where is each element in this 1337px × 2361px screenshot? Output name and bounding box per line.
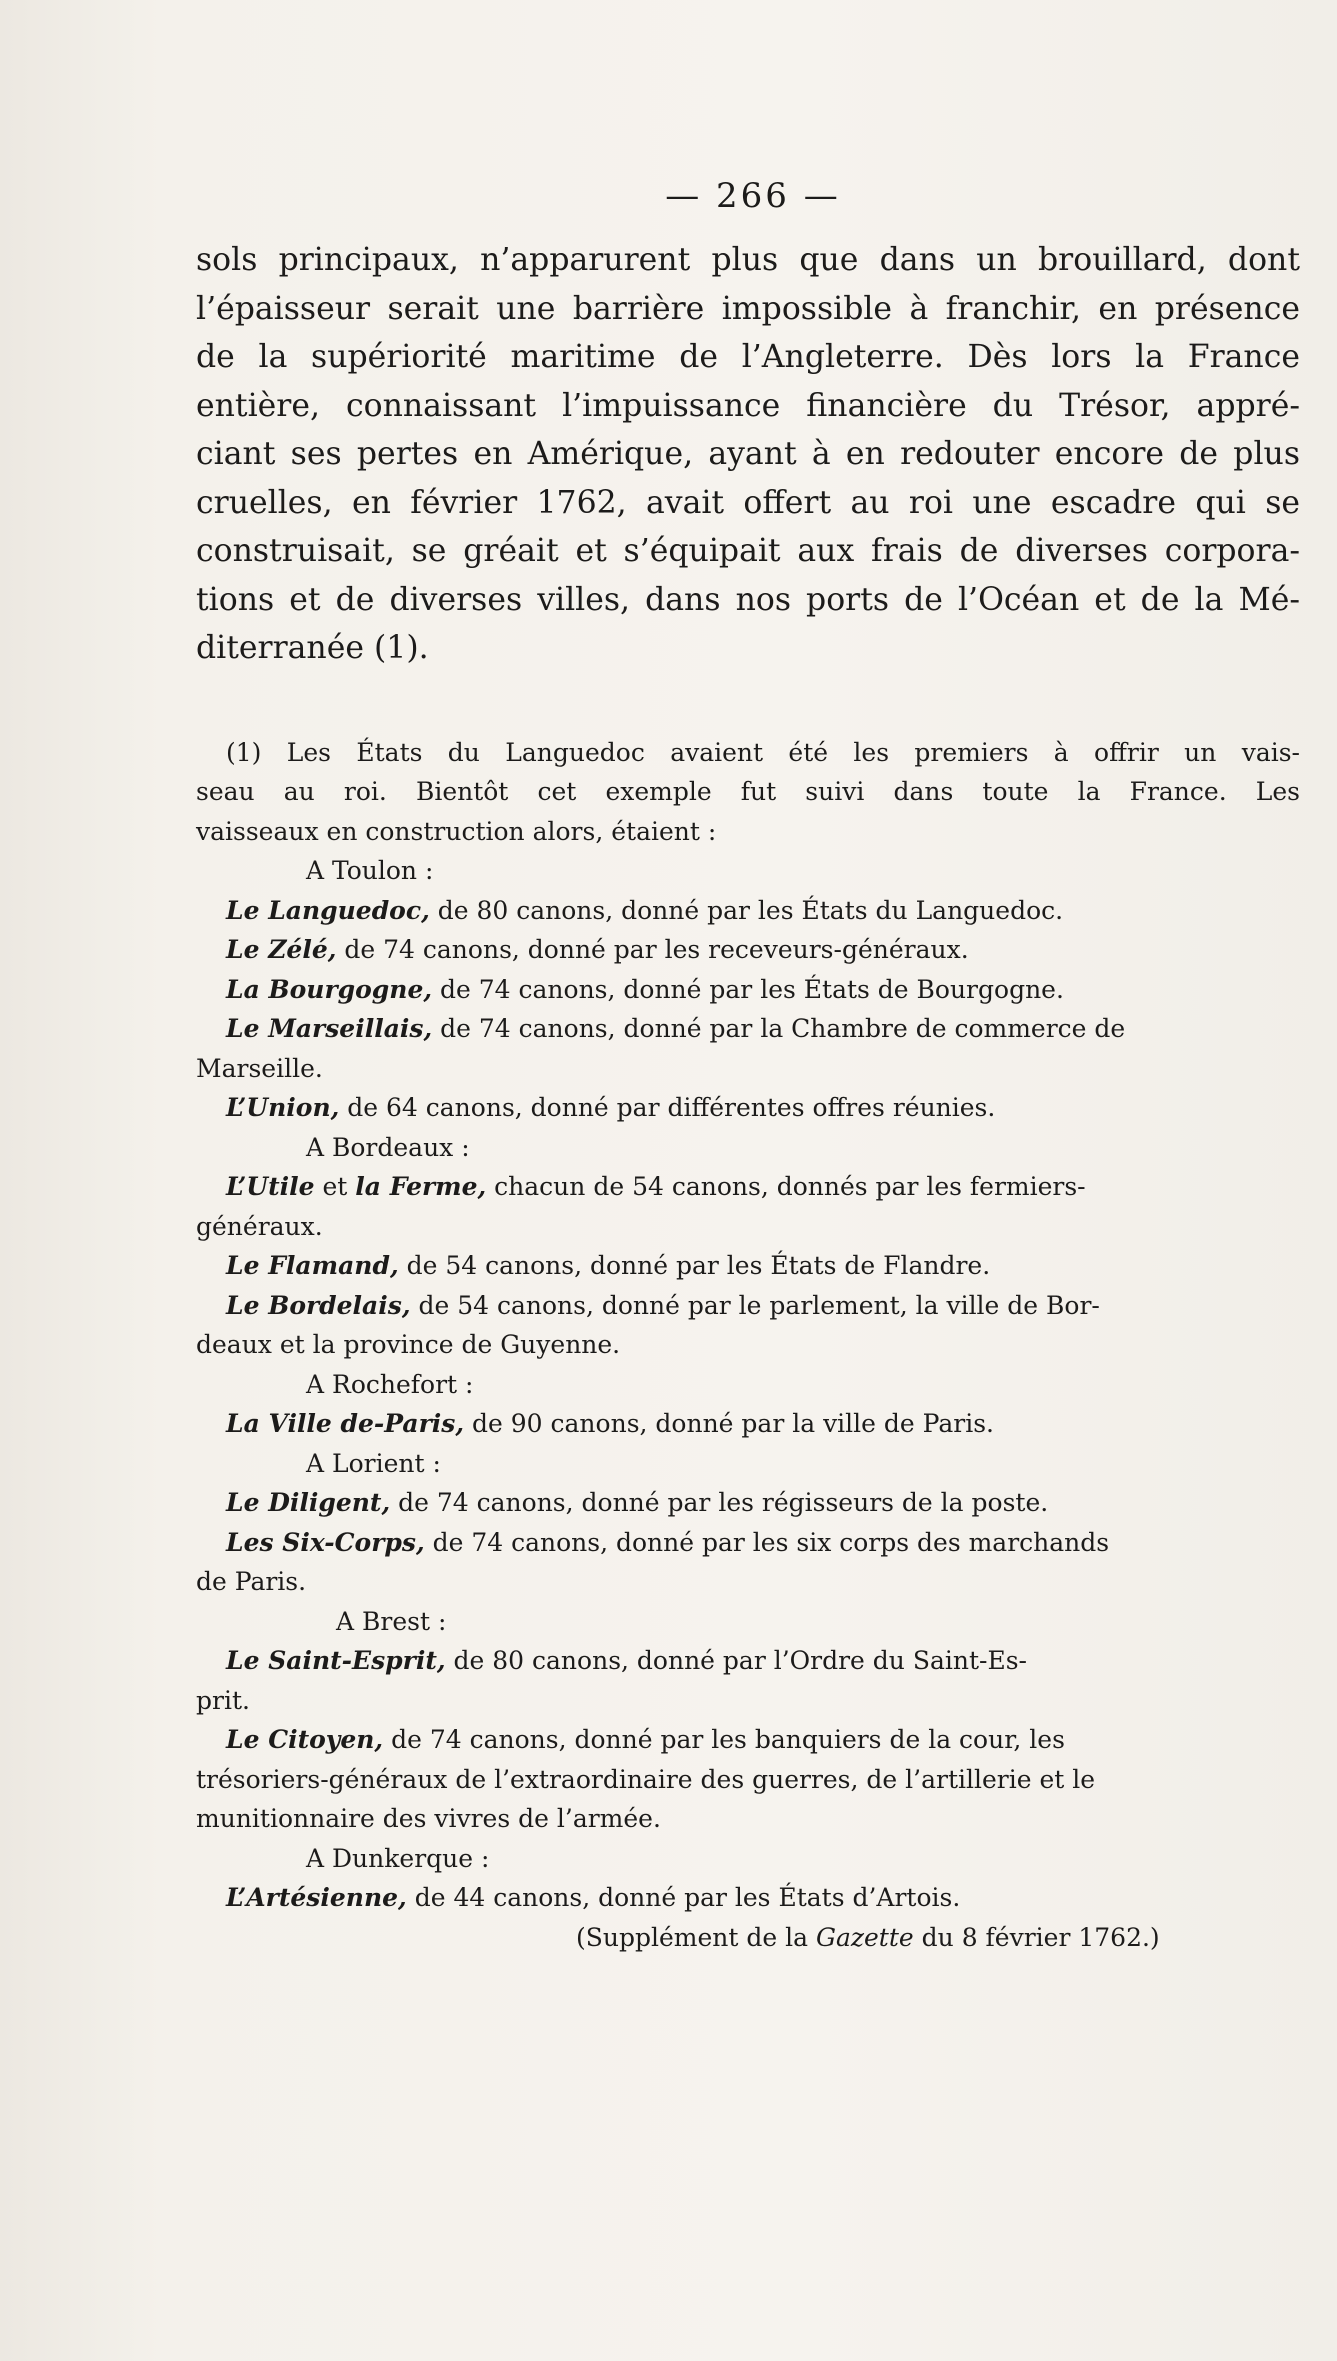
ship-entry-continuation: trésoriers-généraux de l’extraordinaire des guerres, de l’artillerie et le (196, 1764, 1096, 1794)
text-line: construisait, se gréait et s’équipait aux frais de diverses corpora- (196, 533, 1300, 569)
text-line: diterranée (1). (196, 630, 429, 666)
ship-details: de 74 canons, donné par les régisseurs de la poste. (390, 1488, 1049, 1517)
ship-name: Le Diligent, (226, 1488, 391, 1517)
port-heading: A Dunkerque : (306, 1843, 490, 1873)
ship-name: Le Saint-Esprit, (226, 1646, 446, 1675)
ship-entry (196, 1246, 1300, 1286)
footnote-line: seau au roi. Bientôt cet exemple fut suivi dans toute la France. Les (196, 777, 1300, 806)
footnote-line: (1) Les États du Languedoc avaient été les premiers à offrir un vais- (226, 737, 1300, 767)
text-line: sols principaux, n’apparurent plus que dans un brouillard, dont (196, 242, 1300, 278)
ship-entry-continuation: de Paris. (196, 1567, 307, 1596)
ship-details: de 64 canons, donné par différentes offres réunies. (339, 1093, 996, 1122)
ship-entry (196, 1167, 1300, 1207)
ship-name: Le Bordelais, (226, 1290, 411, 1320)
ship-entry-continuation: prit. (196, 1685, 250, 1715)
ship-entry-continuation: Marseille. (196, 1053, 323, 1083)
ship-entry-continuation: munitionnaire des vivres de l’armée. (196, 1804, 661, 1833)
text-line: l’épaisseur serait une barrière impossible à franchir, en présence (196, 290, 1300, 327)
ship-entry (196, 1404, 1300, 1444)
ship-entry (196, 930, 1300, 970)
ship-name: Le Flamand, (226, 1251, 399, 1280)
port-heading: A Rochefort : (306, 1369, 474, 1399)
main-paragraph (196, 236, 1300, 673)
footnote-line: vaisseaux en construction alors, étaient : (196, 816, 717, 846)
ship-name: L’Artésienne, (226, 1883, 407, 1912)
ship-entry (196, 1878, 1300, 1918)
ship-name: La Bourgogne, (226, 974, 433, 1004)
ship-entry (196, 1009, 1300, 1049)
ship-entry-continuation: deaux et la province de Guyenne. (196, 1330, 621, 1359)
ship-details: de 74 canons, donné par les banquiers de la cour, les (383, 1725, 1065, 1754)
page-content (196, 176, 1300, 1957)
ship-details: chacun de 54 canons, donnés par les fermiers- (486, 1172, 1086, 1201)
ship-name: Le Zélé, (226, 935, 337, 964)
ship-details: de 90 canons, donné par la ville de Paris. (464, 1409, 994, 1438)
ship-name: Les Six-Corps, (226, 1527, 425, 1557)
text-line: ciant ses pertes en Amérique, ayant à en redouter encore de plus (196, 436, 1300, 472)
footnote (196, 733, 1300, 1958)
text-line: de la supériorité maritime de l’Angleterre. Dès lors la France (196, 339, 1300, 375)
source-title: Gazette (815, 1922, 914, 1952)
footnote-source (196, 1918, 1300, 1958)
ship-name: L’Utile (226, 1172, 315, 1201)
text-line: cruelles, en février 1762, avait offert au roi une escadre qui se (196, 484, 1300, 521)
source-prefix: (Supplément de la (576, 1922, 816, 1952)
ship-details: de 74 canons, donné par les receveurs-généraux. (336, 935, 969, 964)
ship-name: la Ferme, (355, 1172, 487, 1201)
ship-entry (196, 1523, 1300, 1563)
page-number: — 266 — (665, 176, 841, 216)
ship-details: et (314, 1172, 356, 1201)
ship-entry (196, 1286, 1300, 1326)
ship-details: de 74 canons, donné par la Chambre de commerce de (432, 1014, 1126, 1043)
port-heading: A Toulon : (306, 856, 434, 885)
ship-name: Le Citoyen, (226, 1725, 384, 1754)
ship-details: de 80 canons, donné par l’Ordre du Saint-Es- (445, 1646, 1027, 1675)
ship-details: de 74 canons, donné par les six corps des marchands (424, 1527, 1110, 1557)
port-heading: A Bordeaux : (306, 1132, 470, 1162)
text-line: entière, connaissant l’impuissance financière du Trésor, appré- (196, 387, 1300, 424)
ship-name: L’Union, (226, 1093, 340, 1122)
ship-name: Le Languedoc, (226, 895, 430, 925)
ship-entry (196, 1720, 1300, 1760)
ship-details: de 54 canons, donné par le parlement, la ville de Bor- (410, 1290, 1100, 1320)
ship-entry (196, 1641, 1300, 1681)
source-suffix: du 8 février 1762.) (913, 1922, 1160, 1952)
port-heading: A Lorient : (306, 1448, 441, 1478)
ship-entry (196, 1483, 1300, 1523)
ship-name: La Ville de-Paris, (226, 1409, 465, 1438)
ship-details: de 44 canons, donné par les États d’Artois. (406, 1883, 961, 1912)
ship-details: de 54 canons, donné par les États de Flandre. (398, 1251, 991, 1280)
ship-entry (196, 970, 1300, 1010)
ship-name: Le Marseillais, (226, 1014, 433, 1043)
ship-details: de 74 canons, donné par les États de Bourgogne. (432, 974, 1064, 1004)
text-line: tions et de diverses villes, dans nos ports de l’Océan et de la Mé- (196, 581, 1300, 618)
port-heading: A Brest : (336, 1606, 447, 1636)
ship-details: de 80 canons, donné par les États du Languedoc. (429, 895, 1064, 925)
ship-entry (196, 1088, 1300, 1128)
ship-entry-continuation: généraux. (196, 1211, 323, 1241)
ship-entry (196, 891, 1300, 931)
